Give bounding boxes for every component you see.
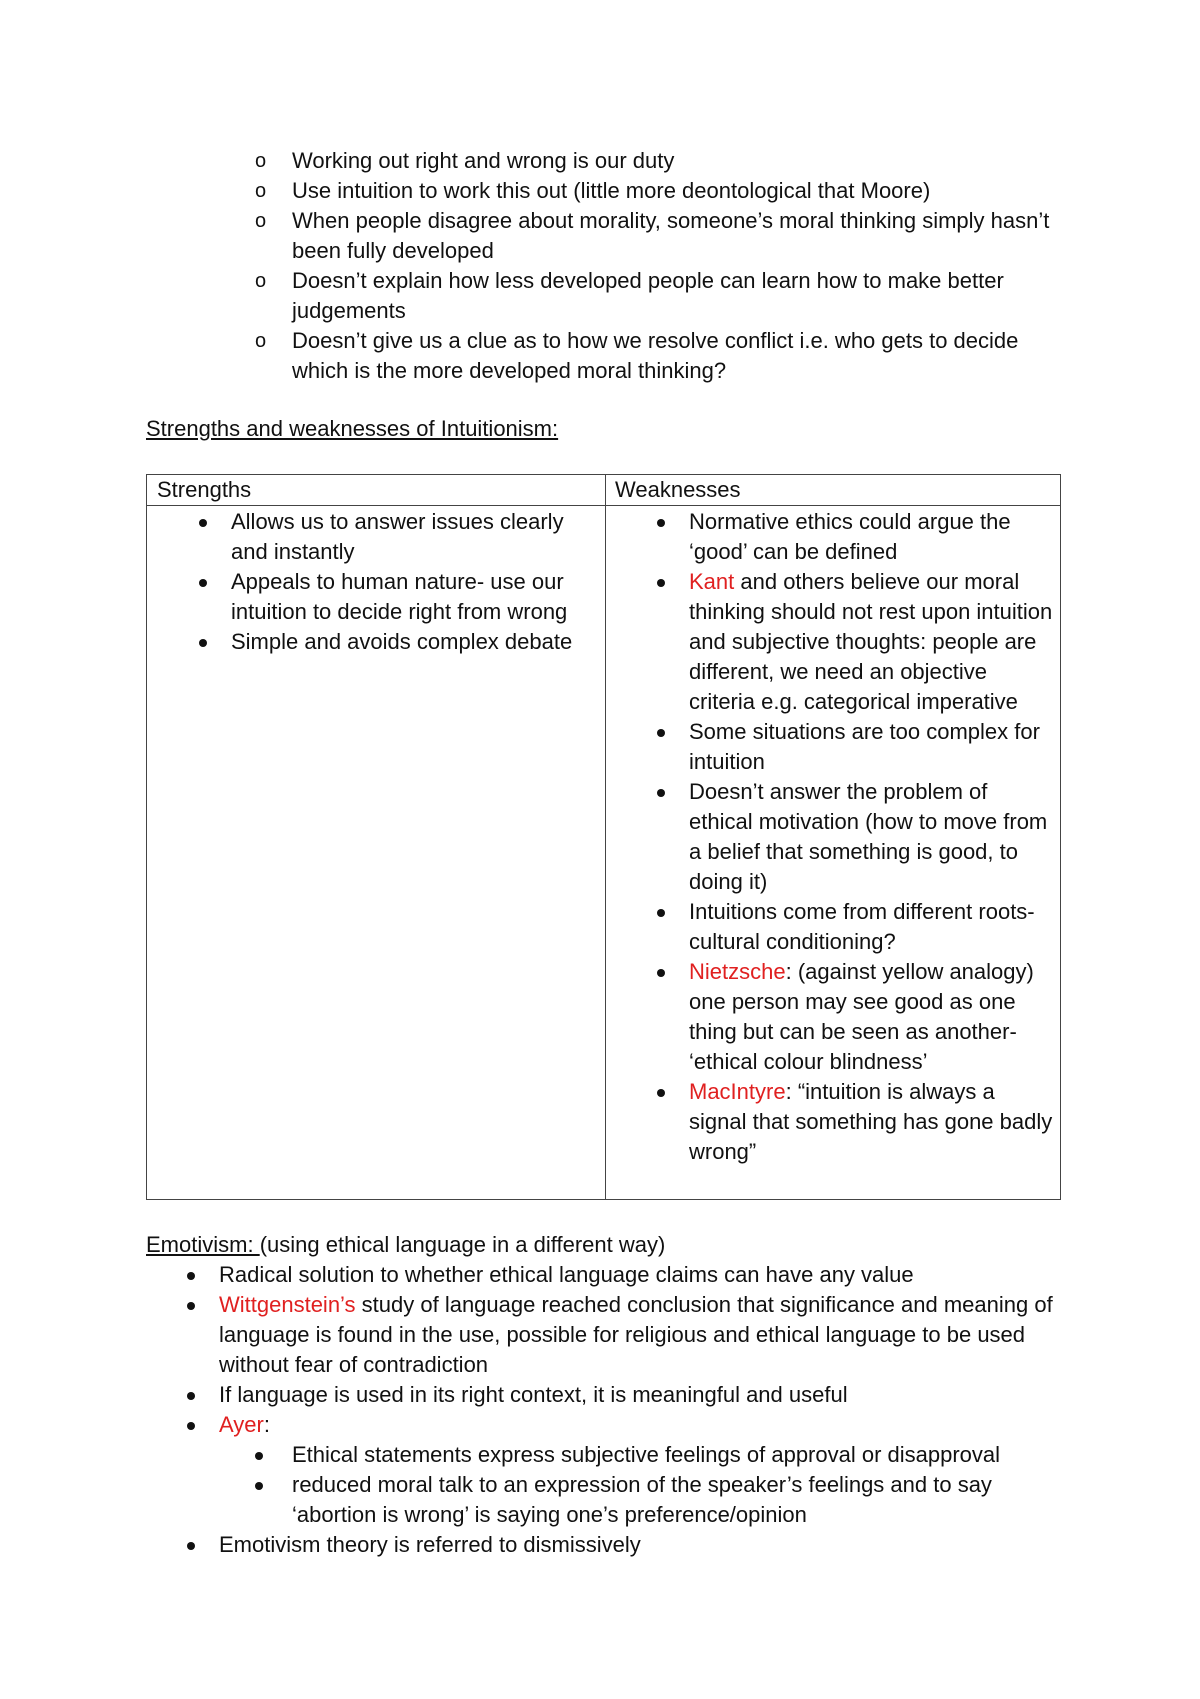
list-item [689,717,1054,777]
list-item [219,1410,1076,1530]
list-item: Emotivism theory is referred to dismissively [219,1530,1076,1560]
table-divider [605,475,606,1199]
list-item-text: Some situations are too complex for intuition [689,719,1040,774]
strengths-list [231,507,601,657]
list-item: Appeals to human nature- use our intuition to decide right from wrong [231,567,601,627]
person-name: MacIntyre [689,1079,786,1104]
intuitionism-points-list [292,146,1072,386]
list-item: reduced moral talk to an expression of the speaker’s feelings and to say ‘abortion is wrong’ is saying one’s preference/opinion [292,1470,1076,1530]
list-item-text: and others believe our moral thinking should not rest upon intuition and subjective thoughts: people are different, we need an objective criteria e.g. categorical imperative [689,569,1053,714]
person-name: Nietzsche [689,959,786,984]
emotivism-subtitle: (using ethical language in a different way) [259,1232,666,1257]
list-item [219,1290,1076,1380]
list-item: o When people disagree about morality, someone’s moral thinking simply hasn’t been fully developed [292,206,1072,266]
list-item [689,957,1054,1077]
section-heading-strengths-weaknesses: Strengths and weaknesses of Intuitionism: [146,416,559,441]
list-item [689,507,1054,567]
person-name: Ayer [219,1412,264,1437]
list-item-text: : (against yellow analogy) one person may see good as one thing but can be seen as another- ‘ethical colour blindness’ [689,959,1034,1074]
list-item-text: Intuitions come from different roots- cultural conditioning? [689,899,1035,954]
strengths-weaknesses-table [146,474,1061,1200]
emotivism-heading [146,1230,1076,1260]
emotivism-title: Emotivism: [146,1232,260,1257]
weaknesses-header: Weaknesses [615,477,741,502]
table-divider [147,505,1060,506]
list-item [689,897,1054,957]
emotivism-list [219,1260,1076,1560]
list-item: o Use intuition to work this out (little more deontological that Moore) [292,176,1072,206]
list-item-text: Normative ethics could argue the ‘good’ can be defined [689,509,1011,564]
ayer-sub-list [292,1440,1076,1530]
person-name: Wittgenstein’s [219,1292,356,1317]
person-name: Kant [689,569,735,594]
list-item-text: : [263,1412,270,1437]
list-item: Radical solution to whether ethical language claims can have any value [219,1260,1076,1290]
list-item: Allows us to answer issues clearly and instantly [231,507,601,567]
list-item: Ethical statements express subjective feelings of approval or disapproval [292,1440,1076,1470]
list-item-text: study of language reached conclusion that significance and meaning of language is found in the use, possible for religious and ethical language to be used without fear of contradiction [219,1292,1053,1377]
list-item: o Doesn’t give us a clue as to how we resolve conflict i.e. who gets to decide which is the more developed moral thinking? [292,326,1072,386]
emotivism-section [146,1230,1076,1560]
list-item: o Doesn’t explain how less developed people can learn how to make better judgements [292,266,1072,326]
list-item [689,567,1054,717]
list-item: Simple and avoids complex debate [231,627,601,657]
strengths-header: Strengths [157,477,252,502]
weaknesses-list [689,507,1054,1167]
list-item: o Working out right and wrong is our duty [292,146,1072,176]
list-item-text: Doesn’t answer the problem of ethical motivation (how to move from a belief that something is good, to doing it) [689,779,1048,894]
list-item [689,1077,1054,1167]
list-item: If language is used in its right context, it is meaningful and useful [219,1380,1076,1410]
list-item-text: : “intuition is always a signal that something has gone badly wrong” [689,1079,1053,1164]
list-item [689,777,1054,897]
